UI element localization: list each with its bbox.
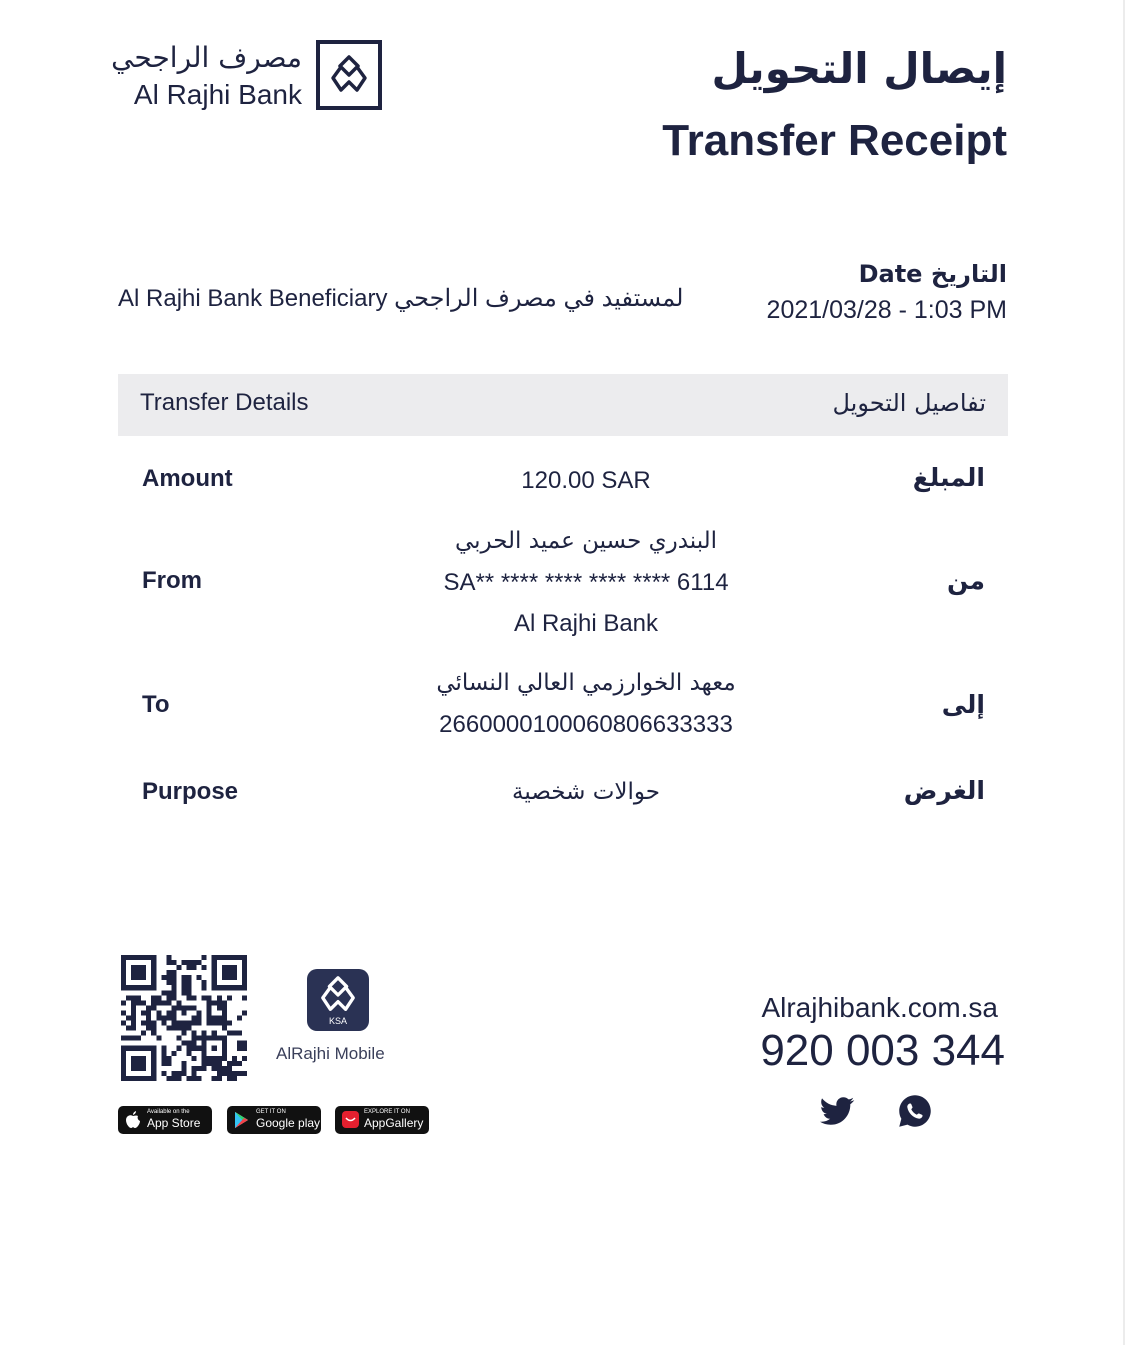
from-name: البندري حسين عميد الحربي: [454, 528, 718, 554]
appgallery-small: EXPLORE IT ON: [364, 1109, 410, 1115]
from-label-ar: من: [947, 566, 985, 595]
appstore-big: App Store: [147, 1116, 201, 1130]
bank-name-ar: مصرف الراجحي: [111, 41, 302, 74]
to-name: معهد الخوارزمي العالي النسائي: [436, 670, 736, 696]
amount-label-en: Amount: [142, 465, 233, 492]
date-value: 2021/03/28 - 1:03 PM: [766, 296, 1007, 324]
beneficiary-en: Al Rajhi Bank Beneficiary: [118, 285, 388, 312]
to-account: 2660000100060806633333: [439, 711, 733, 738]
whatsapp-icon[interactable]: [897, 1093, 933, 1129]
date-label: [859, 260, 1007, 288]
title-en: Transfer Receipt: [662, 116, 1007, 165]
huawei-icon: [342, 1111, 359, 1128]
details-header-en: Transfer Details: [140, 389, 309, 416]
to-value: [386, 663, 786, 745]
googleplay-badge[interactable]: [227, 1106, 321, 1134]
phone-number[interactable]: 920 003 344: [760, 1026, 1005, 1075]
purpose-label-en: Purpose: [142, 778, 239, 805]
date-label-en: Date: [858, 260, 923, 288]
appgallery-big: AppGallery: [364, 1116, 424, 1130]
app-icon-ksa: KSA: [328, 1016, 347, 1026]
bank-logo: [111, 40, 382, 112]
bank-name-en: Al Rajhi Bank: [133, 79, 302, 110]
beneficiary-type: [118, 284, 683, 313]
twitter-icon[interactable]: [820, 1093, 856, 1129]
apple-icon: [125, 1111, 141, 1129]
appgallery-badge[interactable]: [335, 1106, 429, 1134]
appstore-small: Available on the: [147, 1109, 190, 1115]
from-value: [386, 521, 786, 644]
app-icon[interactable]: [307, 969, 369, 1031]
bank-logo-icon: [316, 40, 382, 110]
to-label-ar: إلى: [941, 690, 985, 719]
qr-code-icon: [121, 955, 247, 1081]
app-name: AlRajhi Mobile: [276, 1044, 385, 1063]
to-label-en: To: [142, 691, 170, 718]
website-link[interactable]: Alrajhibank.com.sa: [761, 992, 998, 1023]
amount-value: 120.00 SAR: [521, 467, 651, 494]
from-account: SA** **** **** **** **** 6114: [443, 569, 729, 596]
googleplay-big: Google play: [256, 1116, 321, 1130]
purpose-text: حوالات شخصية: [512, 779, 660, 805]
appstore-badge[interactable]: [118, 1106, 212, 1134]
details-header-ar: تفاصيل التحويل: [832, 389, 986, 417]
purpose-value: [386, 772, 786, 813]
date-label-ar: التاريخ: [930, 260, 1007, 288]
googleplay-small: GET IT ON: [256, 1109, 286, 1115]
from-bank: Al Rajhi Bank: [513, 610, 659, 637]
title-ar: إيصال التحويل: [711, 44, 1007, 93]
purpose-label-ar: الغرض: [903, 776, 985, 805]
transfer-details-header: [118, 374, 1008, 436]
play-icon: [234, 1111, 250, 1129]
from-label-en: From: [142, 567, 202, 594]
amount-label-ar: المبلغ: [912, 463, 985, 492]
beneficiary-ar: لمستفيد في مصرف الراجحي: [394, 285, 684, 312]
